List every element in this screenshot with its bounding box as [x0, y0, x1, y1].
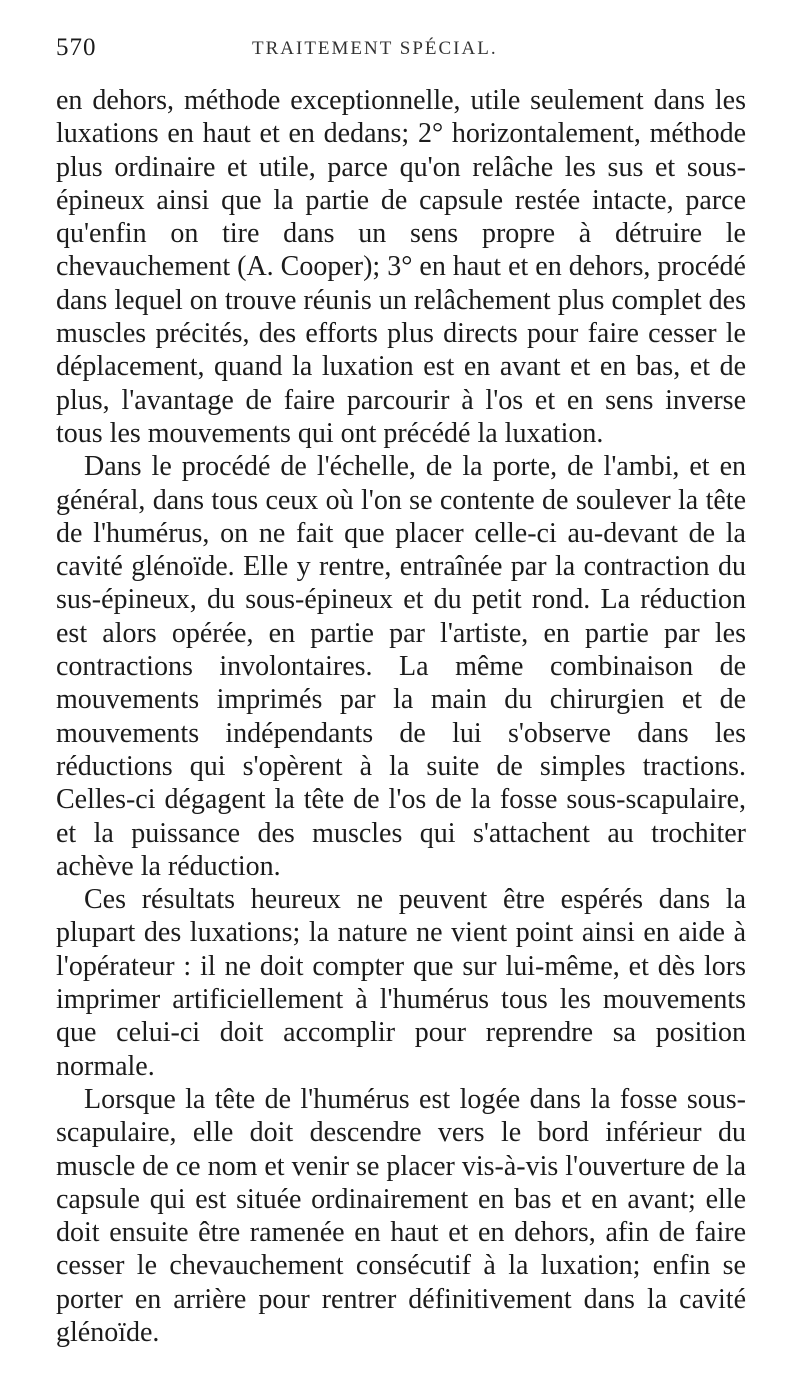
body-text	[56, 84, 746, 1349]
paragraph: Ces résultats heureux ne peuvent être espérés dans la plupart des luxations; la nature ne vient point ainsi en aide à l'opérateur : il ne doit compter que sur lui-même, et dès lors imprimer artificiellement à l'humérus tous les mouvements que celui-ci doit accomplir pour reprendre sa position normale.	[56, 884, 746, 1082]
paragraph: Lorsque la tête de l'humérus est logée dans la fosse sous-scapulaire, elle doit descendre vers le bord inférieur du muscle de ce nom et venir se placer vis-à-vis l'ouverture de la capsule qui est située ordinairement en bas et en avant; elle doit ensuite être ramenée en haut et en dehors, afin de faire cesser le chevauchement consécutif à la luxation; enfin se porter en arrière pour rentrer définitivement dans la cavité glénoïde.	[56, 1083, 746, 1348]
running-title: TRAITEMENT SPÉCIAL.	[252, 38, 498, 59]
paragraph: Dans le procédé de l'échelle, de la porte, de l'ambi, et en général, dans tous ceux où l'on se contente de soulever la tête de l'humérus, on ne fait que placer celle-ci au-devant de la cavité glénoïde. Elle y rentre, entraînée par la contraction du sus-épineux, du sous-épineux et du petit rond. La réduction est alors opérée, en partie par l'artiste, en partie par les contractions involontaires. La même combinaison de mouvements imprimés par la main du chirurgien et de mouvements indépendants de lui s'observe dans les réductions qui s'opèrent à la suite de simples tractions. Celles-ci dégagent la tête de l'os de la fosse sous-scapulaire, et la puissance des muscles qui s'attachent au trochiter achève la réduction.	[56, 451, 746, 882]
running-head	[56, 34, 744, 74]
page-number: 570	[56, 34, 97, 61]
paragraph: en dehors, méthode exceptionnelle, utile seulement dans les luxations en haut et en dedans; 2° horizontalement, méthode plus ordinaire et utile, parce qu'on relâche les sus et sous-épineux ainsi que la partie de capsule restée intacte, parce qu'enfin on tire dans un sens propre à détruire le chevauchement (A. Cooper); 3° en haut et en dehors, procédé dans lequel on trouve réunis un relâchement plus complet des muscles précités, des efforts plus directs pour faire cesser le déplacement, quand la luxation est en avant et en bas, et de plus, l'avantage de faire parcourir à l'os et en sens inverse tous les mouvements qui ont précédé la luxation.	[56, 85, 746, 449]
